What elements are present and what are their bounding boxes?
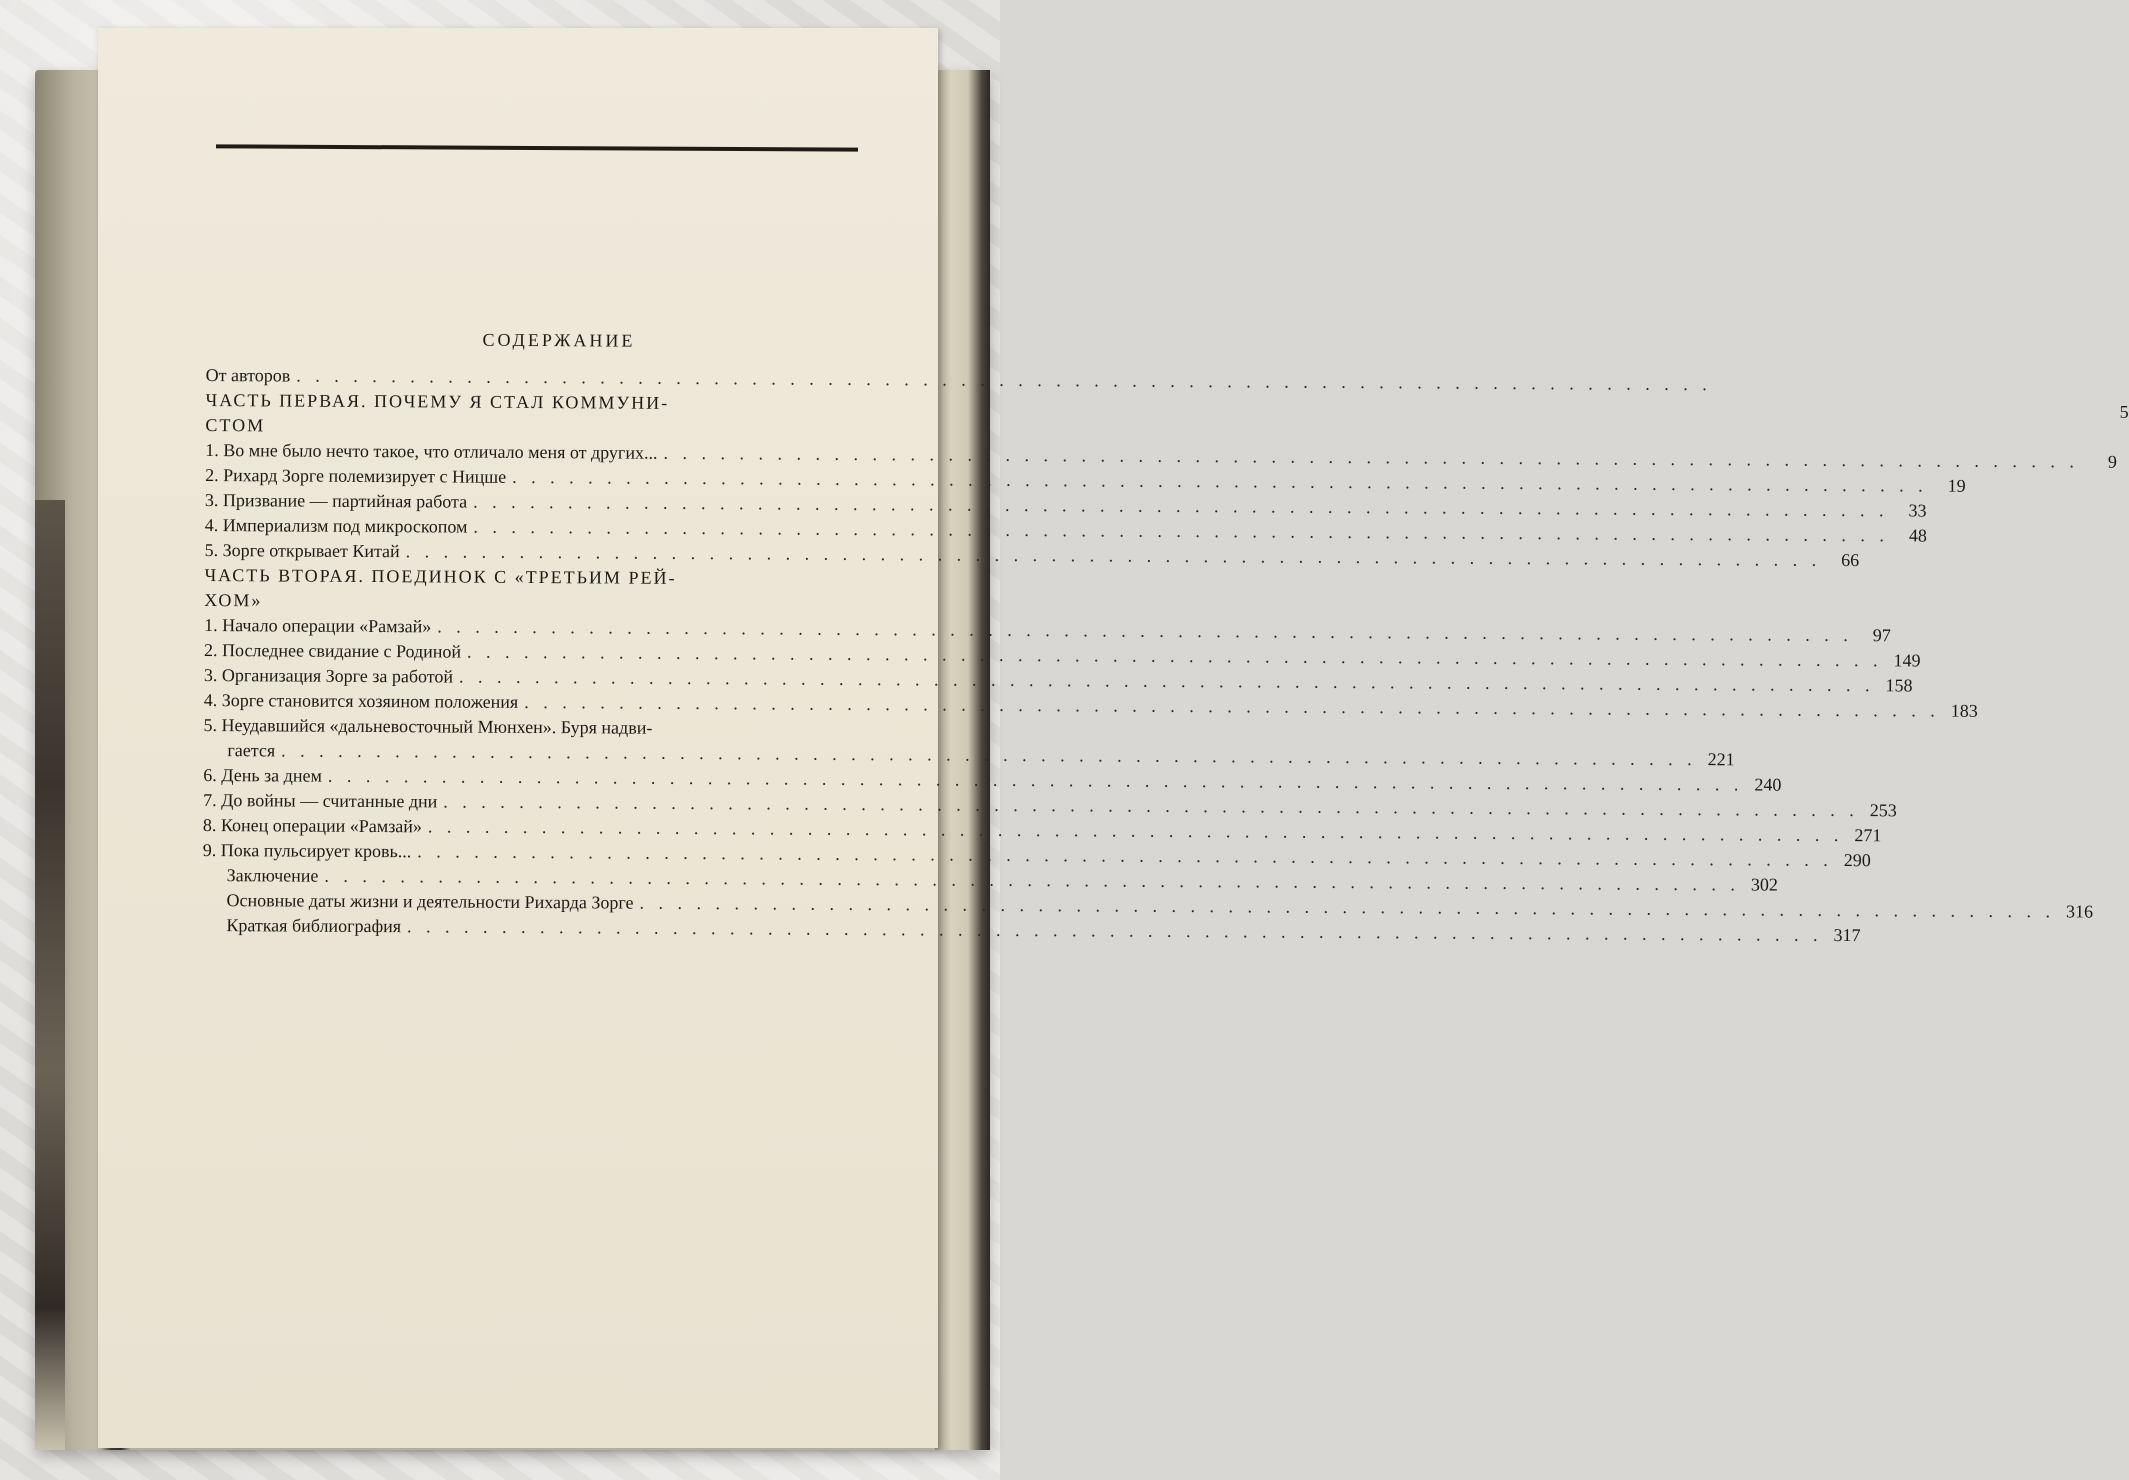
toc-entry-label: 4. Империализм под микроскопом <box>204 514 468 537</box>
book-spine <box>35 500 65 1450</box>
toc-entry-page: 317 <box>1833 924 1861 946</box>
toc-entry-page: 9 <box>2107 451 2118 472</box>
book-page <box>98 28 2129 1448</box>
toc-part-title-cont: ХОМ» <box>204 589 263 611</box>
toc-entry-label: Краткая библиография <box>226 915 402 937</box>
table-of-contents <box>202 328 2129 946</box>
toc-entry-label: 5. Неудавшийся «дальневосточный Мюнхен». Буря надви- <box>203 714 653 738</box>
toc-entry-label: 2. Последнее свидание с Родиной <box>203 639 462 662</box>
toc-entry-label: 3. Организация Зорге за работой <box>203 664 454 687</box>
toc-entry-label: 1. Во мне было нечто такое, что отличало меня от других... <box>205 439 658 463</box>
toc-entry-label: 2. Рихард Зорге полемизирует с Ницше <box>205 464 507 487</box>
toc-entry-label: 4. Зорге становится хозяином положения <box>203 689 519 712</box>
toc-entry-label: Заключение <box>226 865 319 886</box>
toc-title: СОДЕРЖАНИЕ <box>482 329 636 351</box>
toc-entry-page: 19 <box>1947 475 1966 496</box>
toc-entry-page: 97 <box>1872 625 1891 646</box>
toc-entry-page: 240 <box>1754 774 1782 795</box>
toc-entry-page: 149 <box>1893 650 1921 671</box>
toc-entry-page: 158 <box>1885 675 1913 696</box>
toc-entry-page: 48 <box>1908 525 1927 546</box>
toc-entry-label: 1. Начало операции «Рамзай» <box>204 614 432 637</box>
toc-appendix-list <box>202 863 2094 946</box>
toc-entry-page: 316 <box>2065 901 2094 922</box>
toc-entry-label: От авторов <box>205 364 291 386</box>
toc-entry-label: Основные даты жизни и деятельности Рихарда Зорге <box>226 890 634 913</box>
header-rule <box>216 144 858 151</box>
toc-part-title-cont: СТОМ <box>205 414 266 436</box>
toc-entry <box>202 913 1861 946</box>
toc-entry-label: 6. День за днем <box>203 764 322 786</box>
toc-entry-page: 33 <box>1908 500 1927 521</box>
toc-entry-page: 253 <box>1869 800 1897 821</box>
toc-entry-page: 5 <box>2119 401 2129 422</box>
toc-entry-page: 66 <box>1841 549 1860 571</box>
toc-entry-page: 183 <box>1950 700 1978 721</box>
toc-entry-label: 5. Зорге открывает Китай <box>204 539 400 562</box>
toc-entry-page: 271 <box>1854 825 1882 846</box>
toc-part2-list <box>203 613 1978 721</box>
toc-part1-list <box>204 438 2118 571</box>
toc-entry-label: 9. Пока пульсирует кровь... <box>202 839 412 862</box>
toc-entry-page: 302 <box>1750 874 1778 895</box>
toc-part2b-list <box>202 763 1897 871</box>
toc-entry-page: 221 <box>1707 749 1735 770</box>
toc-part-title: ЧАСТЬ ВТОРАЯ. ПОЕДИНОК С «ТРЕТЬИМ РЕЙ- <box>204 564 677 588</box>
toc-part-title: ЧАСТЬ ПЕРВАЯ. ПОЧЕМУ Я СТАЛ КОММУНИ- <box>205 389 670 413</box>
toc-entry-label: 3. Призвание — партийная работа <box>204 489 468 512</box>
toc-entry-label-cont: гается <box>227 740 276 761</box>
toc-entry-label: 8. Конец операции «Рамзай» <box>202 814 423 837</box>
toc-entry-page: 290 <box>1843 850 1871 871</box>
toc-entry-label: 7. До войны — считанные дни <box>203 789 438 812</box>
